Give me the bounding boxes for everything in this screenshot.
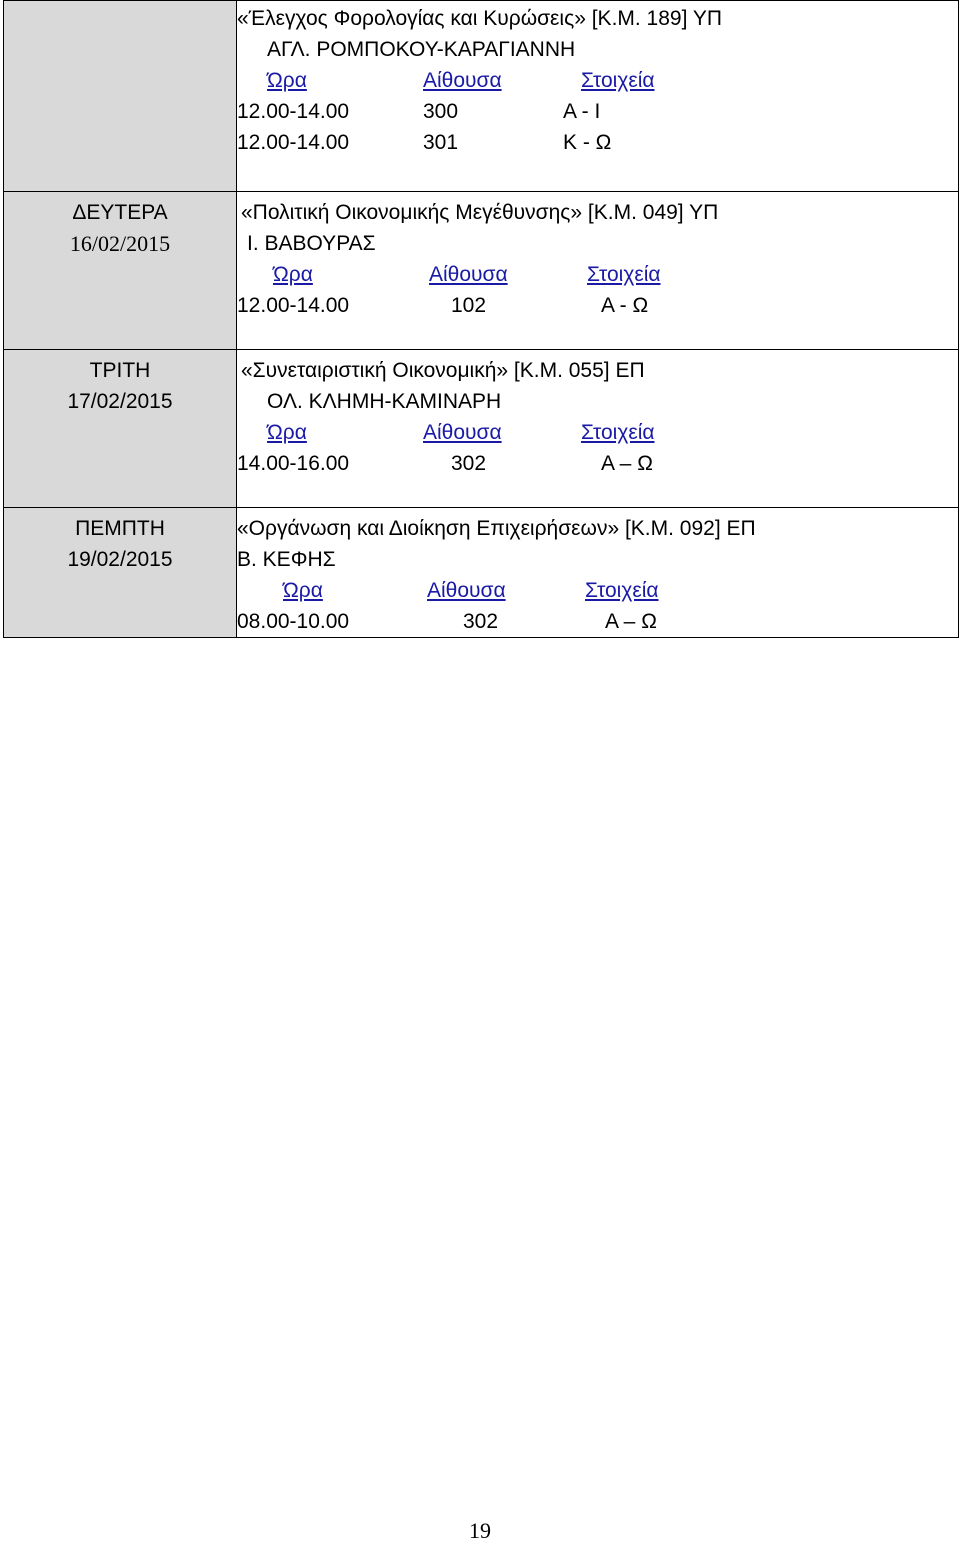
course-title: «Έλεγχος Φορολογίας και Κυρώσεις» [Κ.Μ. 189] ΥΠ [237, 7, 723, 30]
slot-info: Α – Ω [601, 452, 653, 475]
slot-time: 14.00-16.00 [237, 452, 350, 475]
teacher-name: Β. ΚΕΦΗΣ [237, 548, 336, 571]
slot-info: Κ - Ω [563, 131, 612, 154]
header-room: Αίθουσα [429, 263, 508, 286]
day-name: ΠΕΜΠΤΗ [75, 517, 165, 540]
header-info: Στοιχεία [581, 421, 655, 444]
slot-time: 08.00-10.00 [237, 610, 350, 633]
teacher-name: Ι. ΒΑΒΟΥΡΑΣ [247, 232, 376, 255]
course-title: «Οργάνωση και Διοίκηση Επιχειρήσεων» [Κ.Μ. 092] ΕΠ [237, 517, 756, 540]
header-time: Ώρα [267, 69, 307, 92]
day-name: ΔΕΥΤΕΡΑ [72, 201, 168, 224]
slot-info: Α – Ω [605, 610, 657, 633]
slot-time: 12.00-14.00 [237, 131, 350, 154]
day-cell [4, 1, 237, 192]
slot-header [237, 575, 958, 606]
day-date: 17/02/2015 [67, 390, 173, 413]
teacher-name: ΟΛ. ΚΛΗΜΗ-ΚΑΜΙΝΑΡΗ [267, 390, 502, 413]
header-time: Ώρα [283, 579, 323, 602]
teacher-name: ΑΓΛ. ΡΟΜΠΟΚΟΥ-ΚΑΡΑΓΙΑΝΝΗ [267, 38, 576, 61]
slot-info: Α - Ω [601, 294, 649, 317]
slot-header [237, 65, 958, 96]
day-date: 19/02/2015 [67, 548, 173, 571]
slot-room: 302 [463, 610, 499, 633]
header-info: Στοιχεία [585, 579, 659, 602]
slot-row [237, 127, 958, 158]
day-cell [4, 192, 237, 350]
header-room: Αίθουσα [427, 579, 506, 602]
header-room: Αίθουσα [423, 421, 502, 444]
course-title: «Συνεταιριστική Οικονομική» [Κ.Μ. 055] ΕΠ [241, 359, 645, 382]
header-time: Ώρα [267, 421, 307, 444]
course-cell [237, 350, 959, 508]
slot-info: Α - Ι [563, 100, 601, 123]
slot-room: 102 [451, 294, 487, 317]
course-cell [237, 508, 959, 638]
slot-row [237, 448, 958, 479]
slot-room: 302 [451, 452, 487, 475]
day-date: 16/02/2015 [69, 231, 171, 256]
slot-row [237, 290, 958, 321]
header-info: Στοιχεία [581, 69, 655, 92]
slot-time: 12.00-14.00 [237, 100, 350, 123]
header-room: Αίθουσα [423, 69, 502, 92]
slot-header [237, 259, 958, 290]
header-time: Ώρα [273, 263, 313, 286]
slot-row [237, 606, 958, 637]
schedule-row [4, 350, 959, 508]
slot-header [237, 417, 958, 448]
header-info: Στοιχεία [587, 263, 661, 286]
course-cell [237, 1, 959, 192]
course-cell [237, 192, 959, 350]
day-name: ΤΡΙΤΗ [89, 359, 151, 382]
day-cell [4, 508, 237, 638]
page-number: 19 [469, 1518, 491, 1543]
schedule-row [4, 508, 959, 638]
slot-room: 301 [423, 131, 459, 154]
slot-row [237, 96, 958, 127]
slot-room: 300 [423, 100, 459, 123]
schedule-row [4, 192, 959, 350]
schedule-row [4, 1, 959, 192]
exam-schedule-table [3, 0, 959, 638]
slot-time: 12.00-14.00 [237, 294, 350, 317]
day-cell [4, 350, 237, 508]
course-title: «Πολιτική Οικονομικής Μεγέθυνσης» [Κ.Μ. 049] ΥΠ [241, 201, 719, 224]
